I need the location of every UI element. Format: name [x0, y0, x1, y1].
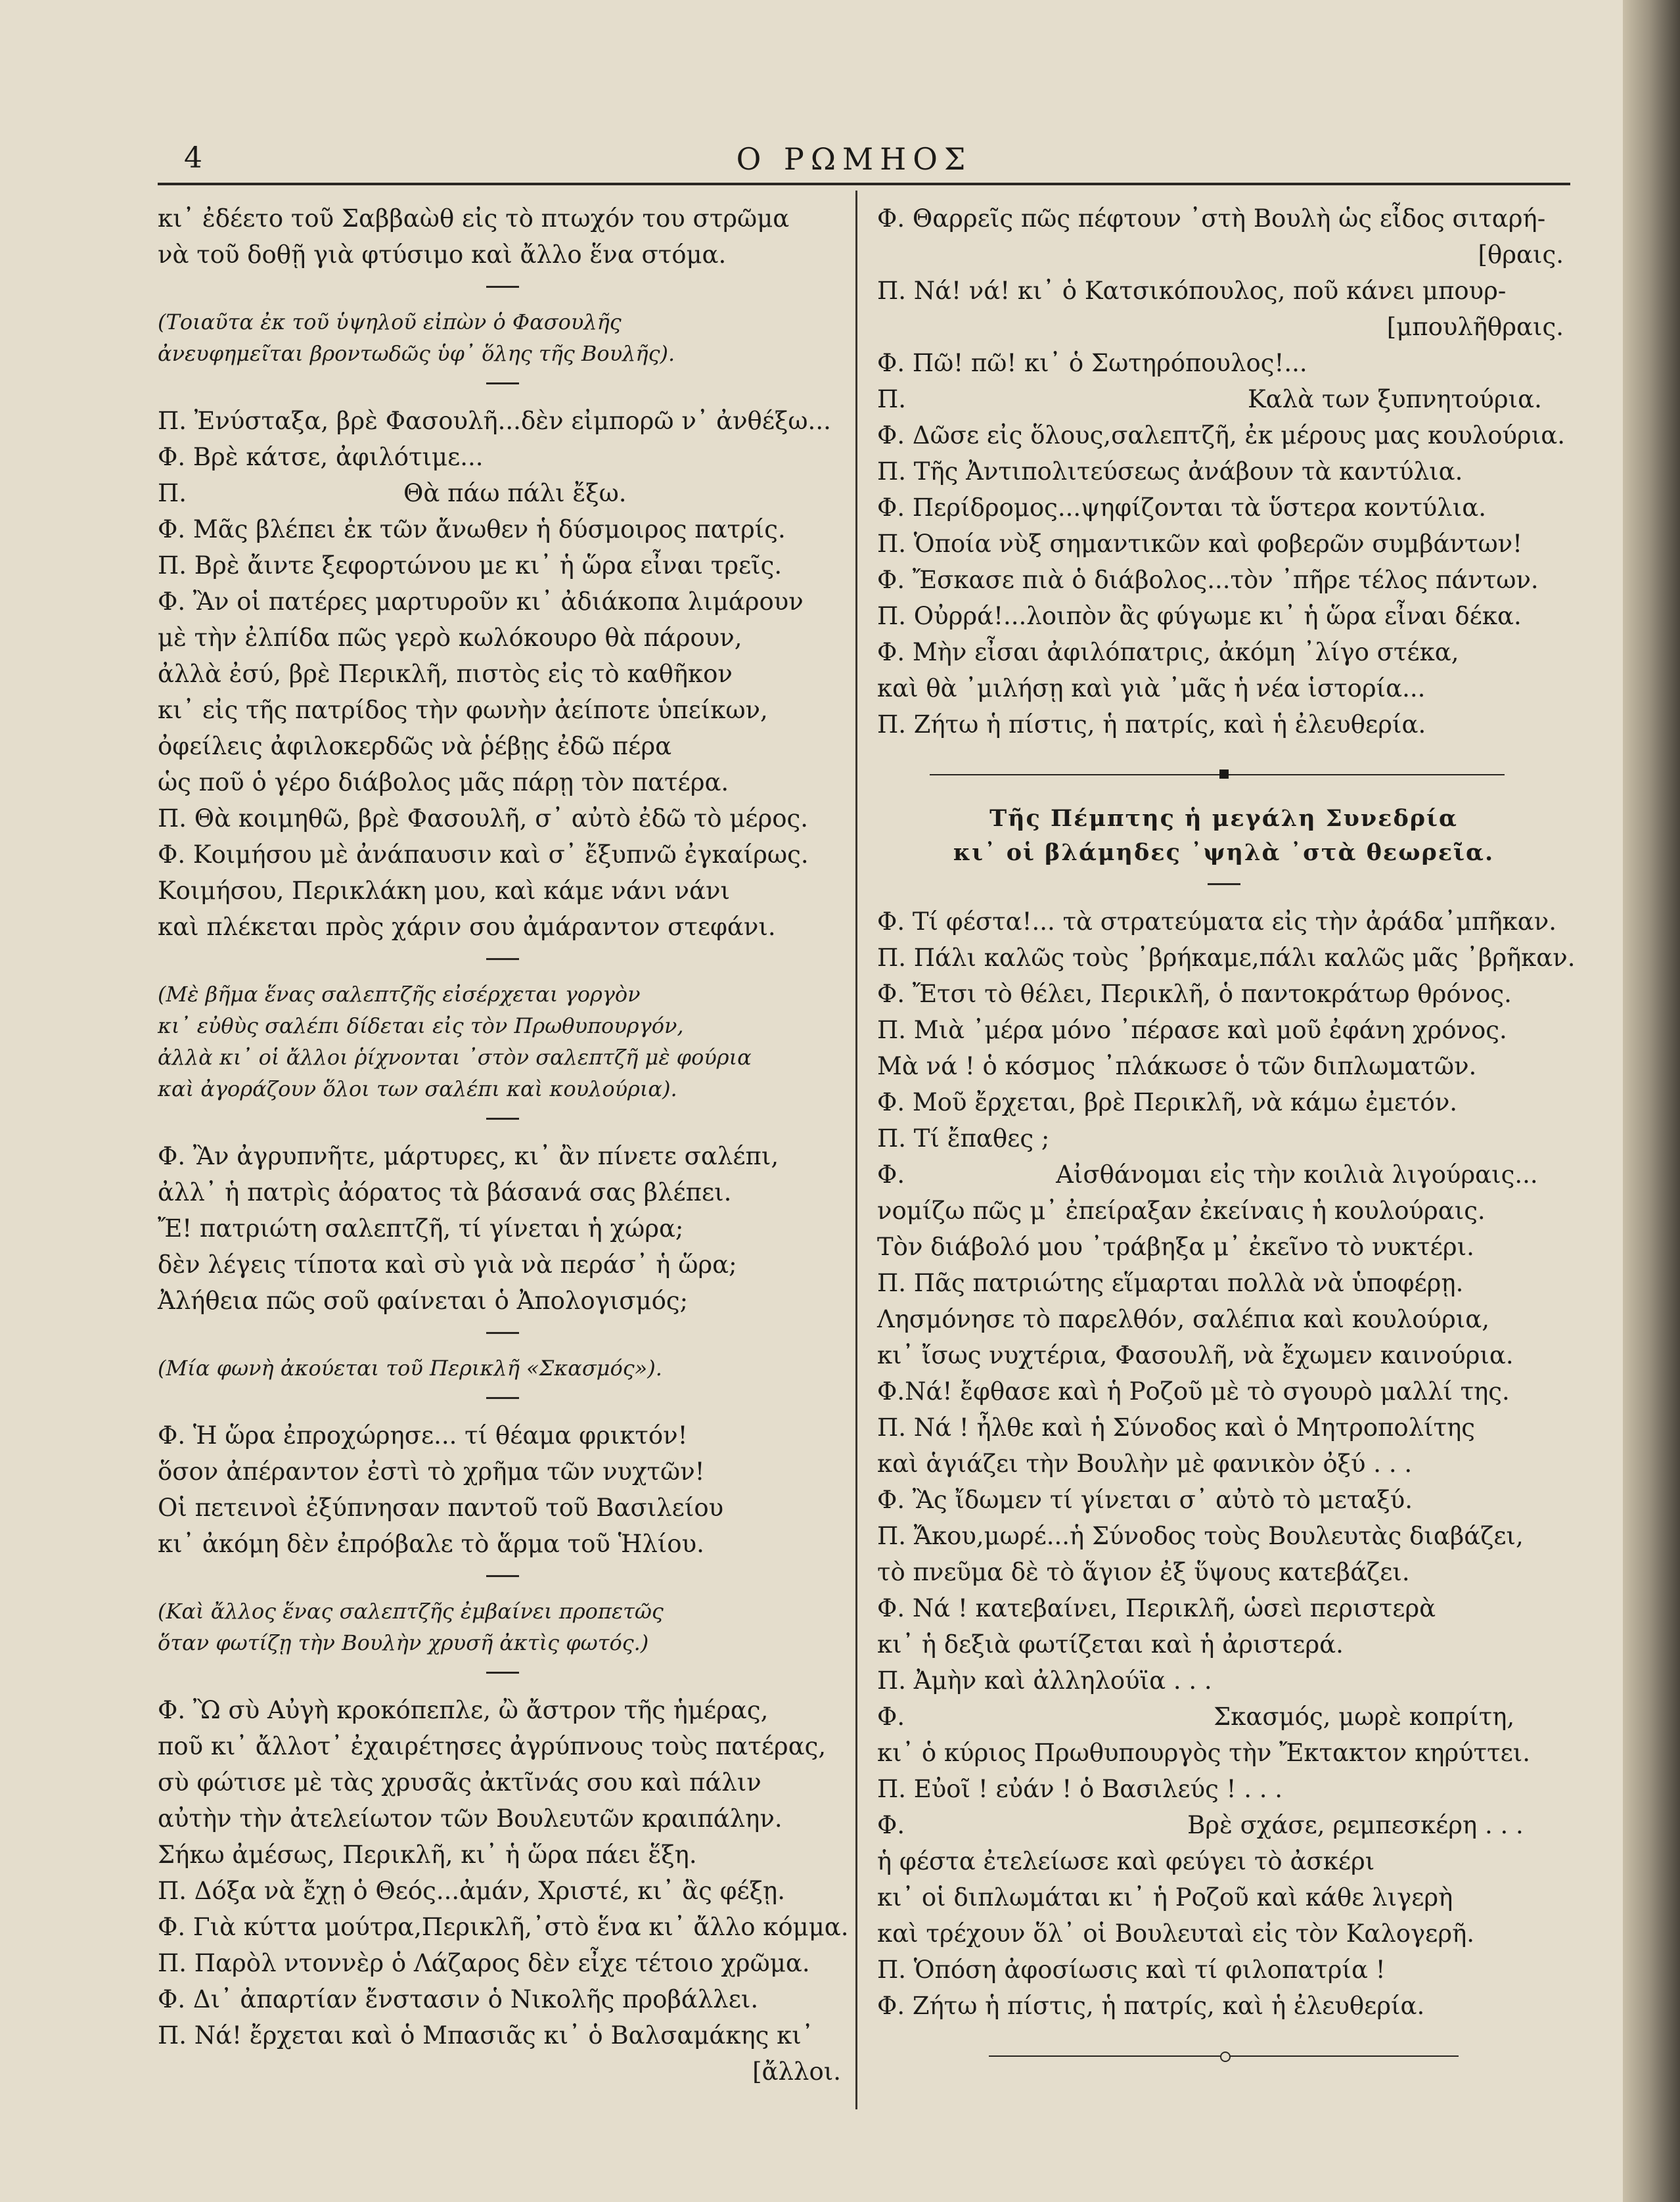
section-heading: Τῆς Πέμπτης ἡ μεγάλη Συνεδρία — [989, 805, 1458, 832]
dash-separator — [486, 286, 519, 288]
verse-line-continuation: [ἄλλοι. — [752, 2057, 841, 2086]
verse-line — [877, 1699, 1570, 1735]
dash-separator — [1208, 883, 1240, 885]
speaker: Φ. — [877, 1160, 905, 1189]
verse-line: νομίζω πῶς μ᾿ ἐπείραξαν ἐκείναις ἡ κουλούραις. — [877, 1197, 1486, 1225]
verse-line: Φ. Ἂν ἀγρυπνῆτε, μάρτυρες, κι᾿ ἂν πίνετε σαλέπι, — [158, 1142, 779, 1170]
verse-line: Π. Νά! νά! κι᾿ ὁ Κατσικόπουλος, ποῦ κάνει μπουρ- — [877, 277, 1507, 305]
speaker: Φ. — [877, 1703, 905, 1731]
verse-line: Φ. Τί φέστα!... τὰ στρατεύματα εἰς τὴν ἀράδα᾿μπῆκαν. — [877, 907, 1556, 936]
verse-line: καὶ θὰ ᾿μιλήσῃ καὶ γιὰ ᾿μᾶς ἡ νέα ἱστορία... — [877, 674, 1426, 702]
dash-separator — [486, 382, 519, 384]
verse-line: καὶ τρέχουν ὅλ᾿ οἱ Βουλευταὶ εἰς τὸν Καλογερῆ. — [877, 1919, 1475, 1948]
dash-separator — [486, 958, 519, 960]
verse-line: δὲν λέγεις τίποτα καὶ σὺ γιὰ νὰ περάσ᾿ ἡ ὥρα; — [158, 1250, 737, 1279]
verse-line: Π. Τί ἔπαθες ; — [877, 1124, 1050, 1153]
verse-line: Φ. Πῶ! πῶ! κι᾿ ὁ Σωτηρόπουλος!... — [877, 349, 1307, 377]
stage-direction: ἀνευφημεῖται βροντωδῶς ὑφ᾿ ὅλης τῆς Βουλῆς). — [158, 341, 675, 366]
verse-line: Φ. Βρὲ κάτσε, ἀφιλότιμε... — [158, 443, 484, 471]
dash-separator — [486, 1118, 519, 1120]
verse-line: ποῦ κι᾿ ἄλλοτ᾿ ἐχαιρέτησες ἀγρύπνους τοὺς πατέρας, — [158, 1732, 827, 1760]
verse-text: Βρὲ σχάσε, ρεμπεσκέρη . . . — [1187, 1811, 1524, 1839]
verse-line — [877, 1157, 1570, 1193]
verse-line: Φ. Θαρρεῖς πῶς πέφτουν ᾿στὴ Βουλὴ ὡς εἶδος σιταρή- — [877, 204, 1546, 233]
verse-line: Φ. Νά ! κατεβαίνει, Περικλῆ, ὡσεὶ περιστερὰ — [877, 1594, 1436, 1622]
verse-line: κι᾿ ἀκόμη δὲν ἐπρόβαλε τὸ ἅρμα τοῦ Ἡλίου. — [158, 1530, 704, 1558]
verse-line: Φ. Κοιμήσου μὲ ἀνάπαυσιν καὶ σ᾿ ἔξυπνῶ ἐγκαίρως. — [158, 840, 809, 869]
verse-line: Φ. Ἡ ὥρα ἐπροχώρησε... τί θέαμα φρικτόν! — [158, 1421, 688, 1450]
verse-line: Π. Νά! ἔρχεται καὶ ὁ Μπασιᾶς κι᾿ ὁ Βαλσαμάκης κι᾿ — [158, 2021, 814, 2050]
verse-line: Π. Θὰ κοιμηθῶ, βρὲ Φασουλῆ, σ᾿ αὐτὸ ἐδῶ τὸ μέρος. — [158, 804, 809, 833]
verse-line: καὶ ἁγιάζει τὴν Βουλὴν μὲ φανικὸν ὀξύ . . . — [877, 1450, 1413, 1478]
verse-line: Φ. Γιὰ κύττα μούτρα,Περικλῆ,᾿στὸ ἕνα κι᾿ ἄλλο κόμμα. — [158, 1913, 849, 1941]
verse-line: Π. Ἐνύσταξα, βρὲ Φασουλῆ...δὲν εἰμπορῶ ν᾿ ἀνθέξω... — [158, 407, 831, 435]
stage-direction: ἀλλὰ κι᾿ οἱ ἄλλοι ῥίχνονται ᾿στὸν σαλεπτζῆ μὲ φούρια — [158, 1045, 752, 1070]
verse-line: κι᾿ ἴσως νυχτέρια, Φασουλῆ, νὰ ἔχωμεν καινούρια. — [877, 1341, 1514, 1369]
verse-line: Φ. Ζήτω ἡ πίστις, ἡ πατρίς, καὶ ἡ ἐλευθερία. — [877, 1992, 1425, 2020]
verse-line: Φ. Ἔτσι τὸ θέλει, Περικλῆ, ὁ παντοκράτωρ θρόνος. — [877, 980, 1512, 1008]
dash-separator — [486, 1397, 519, 1399]
verse-line: τὸ πνεῦμα δὲ τὸ ἅγιον ἐξ ὕψους κατεβάζει. — [877, 1558, 1410, 1586]
page-edge-shadow — [1623, 0, 1680, 2202]
page-header — [0, 141, 1623, 181]
verse-line: Σήκω ἀμέσως, Περικλῆ, κι᾿ ἡ ὥρα πάει ἕξη. — [158, 1841, 697, 1869]
speaker: Π. — [158, 479, 187, 507]
verse-line: αὐτὴν τὴν ἀτελείωτον τῶν Βουλευτῶν κραιπάλην. — [158, 1804, 783, 1833]
verse-line-continuation: [μπουλῆθραις. — [1386, 313, 1564, 341]
verse-line: κι᾿ οἱ διπλωμάται κι᾿ ἡ Ροζοῦ καὶ κάθε λιγερὴ — [877, 1883, 1453, 1912]
verse-line — [877, 381, 1570, 417]
speaker: Π. — [877, 385, 907, 413]
verse-line: Φ. Μοῦ ἔρχεται, βρὲ Περικλῆ, νὰ κάμω ἐμετόν. — [877, 1088, 1458, 1116]
stage-direction: κι᾿ εὐθὺς σαλέπι δίδεται εἰς τὸν Πρωθυπουργόν, — [158, 1013, 684, 1038]
verse-line: Π. Πάλι καλῶς τοὺς ᾿βρήκαμε,πάλι καλῶς μᾶς ᾿βρῆκαν. — [877, 944, 1576, 972]
verse-text: Αἰσθάνομαι εἰς τὴν κοιλιὰ λιγούραις... — [1056, 1160, 1538, 1189]
verse-line: Φ.Νά! ἔφθασε καὶ ἡ Ροζοῦ μὲ τὸ σγουρὸ μαλλί της. — [877, 1377, 1510, 1406]
verse-line: ἀλλὰ ἐσύ, βρὲ Περικλῆ, πιστὸς εἰς τὸ καθῆκον — [158, 660, 733, 688]
verse-text: Σκασμός, μωρὲ κοπρίτη, — [1214, 1703, 1515, 1731]
verse-line: Π. Ὁπόση ἀφοσίωσις καὶ τί φιλοπατρία ! — [877, 1956, 1386, 1984]
verse-line: ὀφείλεις ἀφιλοκερδῶς νὰ ῥέβῃς ἐδῶ πέρα — [158, 732, 672, 760]
verse-line: ὡς ποῦ ὁ γέρο διάβολος μᾶς πάρῃ τὸν πατέρα. — [158, 768, 729, 796]
verse-line: Φ. Ὢ σὺ Αὐγὴ κροκόπεπλε, ὢ ἄστρον τῆς ἡμέρας, — [158, 1696, 769, 1724]
verse-line: Π. Ἄκου,μωρέ...ἡ Σύνοδος τοὺς Βουλευτὰς διαβάζει, — [877, 1522, 1524, 1550]
verse-line: Π. Ὁποία νὺξ σημαντικῶν καὶ φοβερῶν συμβάντων! — [877, 530, 1522, 558]
verse-line: Π. Πᾶς πατριώτης εἵμαρται πολλὰ νὰ ὑποφέρῃ. — [877, 1269, 1464, 1297]
verse-line: Π. Παρὸλ ντοννὲρ ὁ Λάζαρος δὲν εἶχε τέτοιο χρῶμα. — [158, 1949, 810, 1977]
dash-separator — [486, 1332, 519, 1334]
stage-direction: ὅταν φωτίζῃ τὴν Βουλὴν χρυσῆ ἀκτὶς φωτός.) — [158, 1630, 649, 1655]
verse-line: Ἔ! πατριώτη σαλεπτζῆ, τί γίνεται ἡ χώρα; — [158, 1214, 684, 1243]
verse-line: Φ. Μᾶς βλέπει ἐκ τῶν ἄνωθεν ἡ δύσμοιρος πατρίς. — [158, 515, 786, 543]
verse-text: Θὰ πάω πάλι ἔξω. — [403, 479, 627, 507]
right-column — [877, 200, 1576, 2070]
verse-line: Φ. Δι᾿ ἀπαρτίαν ἔνστασιν ὁ Νικολῆς προβάλλει. — [158, 1985, 759, 2013]
verse-line: Φ. Περίδρομος...ψηφίζονται τὰ ὕστερα κοντύλια. — [877, 493, 1486, 522]
verse-line: ἀλλ᾿ ἡ πατρὶς ἀόρατος τὰ βάσανά σας βλέπει. — [158, 1178, 732, 1206]
verse-line: μὲ τὴν ἐλπίδα πῶς γερὸ κωλόκουρο θὰ πάρουν, — [158, 624, 742, 652]
verse-line: Λησμόνησε τὸ παρελθόν, σαλέπια καὶ κουλούρια, — [877, 1305, 1489, 1333]
stage-direction: (Μὲ βῆμα ἕνας σαλεπτζῆς εἰσέρχεται γοργὸν — [158, 982, 641, 1007]
verse-line: ὅσον ἀπέραντον ἐστὶ τὸ χρῆμα τῶν νυχτῶν! — [158, 1457, 705, 1486]
verse-line: κι᾿ ἡ δεξιὰ φωτίζεται καὶ ἡ ἀριστερά. — [877, 1630, 1344, 1659]
verse-line-continuation: [θραις. — [1478, 241, 1564, 269]
verse-line: Π. Οὐρρά!...λοιπὸν ἂς φύγωμε κι᾿ ἡ ὥρα εἶναι δέκα. — [877, 602, 1522, 630]
section-separator — [877, 762, 1570, 789]
verse-line: σὺ φώτισε μὲ τὰς χρυσᾶς ἀκτῖνάς σου καὶ πάλιν — [158, 1768, 761, 1797]
verse-line: Π. Εὐοῖ ! εὐάν ! ὁ Βασιλεύς ! . . . — [877, 1775, 1283, 1803]
newspaper-title: Ο ΡΩΜΗΟΣ — [736, 141, 972, 177]
stage-direction: καὶ ἀγοράζουν ὅλοι των σαλέπι καὶ κουλούρια). — [158, 1076, 677, 1101]
section-subheading: κι᾿ οἱ βλάμηδες ᾿ψηλὰ ᾿στὰ θεωρεῖα. — [953, 839, 1495, 866]
verse-line: Π. Δόξα νὰ ἔχῃ ὁ Θεός...ἀμάν, Χριστέ, κι᾿ ἂς φέξῃ. — [158, 1877, 785, 1905]
verse-line: κι᾿ ἐδέετο τοῦ Σαββαὼθ εἰς τὸ πτωχόν του στρῶμα — [158, 204, 790, 233]
verse-line: Φ. Μὴν εἶσαι ἀφιλόπατρις, ἀκόμη ᾿λίγο στέκα, — [877, 638, 1459, 666]
left-column — [158, 200, 848, 2090]
stage-direction: (Καὶ ἄλλος ἕνας σαλεπτζῆς ἐμβαίνει προπετῶς — [158, 1599, 664, 1624]
page-number: 4 — [184, 141, 202, 175]
verse-line: Μὰ νά ! ὁ κόσμος ᾿πλάκωσε ὁ τῶν διπλωματῶν. — [877, 1052, 1477, 1080]
column-divider — [855, 191, 857, 2109]
verse-line: Π. Βρὲ ἄιντε ξεφορτώνου με κι᾿ ἡ ὥρα εἶναι τρεῖς. — [158, 551, 783, 580]
verse-line: Π. Ζήτω ἡ πίστις, ἡ πατρίς, καὶ ἡ ἐλευθερία. — [877, 710, 1426, 739]
verse-line: Φ. Ἂν οἱ πατέρες μαρτυροῦν κι᾿ ἀδιάκοπα λιμάρουν — [158, 587, 804, 616]
end-separator — [877, 2044, 1570, 2070]
verse-line: Π. Μιὰ ᾿μέρα μόνο ᾿πέρασε καὶ μοῦ ἐφάνη χρόνος. — [877, 1016, 1507, 1044]
verse-line: κι᾿ ὁ κύριος Πρωθυπουργὸς τὴν Ἔκτακτον κηρύττει. — [877, 1739, 1531, 1767]
verse-line — [877, 1807, 1570, 1843]
verse-line — [158, 475, 848, 511]
verse-line: Τὸν διάβολό μου ᾿τράβηξα μ᾿ ἐκεῖνο τὸ νυκτέρι. — [877, 1233, 1474, 1261]
stage-direction: (Τοιαῦτα ἐκ τοῦ ὑψηλοῦ εἰπὼν ὁ Φασουλῆς — [158, 310, 622, 334]
verse-line: κι᾿ εἰς τῆς πατρίδος τὴν φωνὴν ἀείποτε ὑπείκων, — [158, 696, 768, 724]
verse-line: νὰ τοῦ δοθῇ γιὰ φτύσιμο καὶ ἄλλο ἕνα στόμα. — [158, 241, 727, 269]
speaker: Φ. — [877, 1811, 905, 1839]
verse-line: Φ. Ἂς ἴδωμεν τί γίνεται σ᾿ αὐτὸ τὸ μεταξύ. — [877, 1486, 1413, 1514]
dash-separator — [486, 1575, 519, 1577]
verse-line: Οἱ πετεινοὶ ἐξύπνησαν παντοῦ τοῦ Βασιλείου — [158, 1494, 724, 1522]
verse-line: Π. Ἀμὴν καὶ ἀλληλούϊα . . . — [877, 1666, 1212, 1695]
verse-line: Φ. Δῶσε εἰς ὅλους,σαλεπτζῆ, ἐκ μέρους μας κουλούρια. — [877, 421, 1566, 449]
verse-line: Κοιμήσου, Περικλάκη μου, καὶ κάμε νάνι νάνι — [158, 877, 731, 905]
verse-line: Π. Νά ! ἦλθε καὶ ἡ Σύνοδος καὶ ὁ Μητροπολίτης — [877, 1413, 1476, 1442]
dash-separator — [486, 1672, 519, 1674]
verse-line: Π. Τῆς Ἀντιπολιτεύσεως ἀνάβουν τὰ καντύλια. — [877, 457, 1463, 486]
header-rule — [158, 183, 1570, 185]
verse-line: ἡ φέστα ἐτελείωσε καὶ φεύγει τὸ ἀσκέρι — [877, 1847, 1375, 1875]
stage-direction: (Μία φωνὴ ἀκούεται τοῦ Περικλῆ «Σκασμός»). — [158, 1356, 662, 1381]
verse-line: Φ. Ἔσκασε πιὰ ὁ διάβολος...τὸν ᾿πῆρε τέλος πάντων. — [877, 566, 1539, 594]
verse-line: καὶ πλέκεται πρὸς χάριν σου ἀμάραντον στεφάνι. — [158, 913, 776, 941]
verse-line: Ἀλήθεια πῶς σοῦ φαίνεται ὁ Ἀπολογισμός; — [158, 1287, 689, 1315]
verse-text: Καλὰ των ξυπνητούρια. — [1248, 385, 1542, 413]
